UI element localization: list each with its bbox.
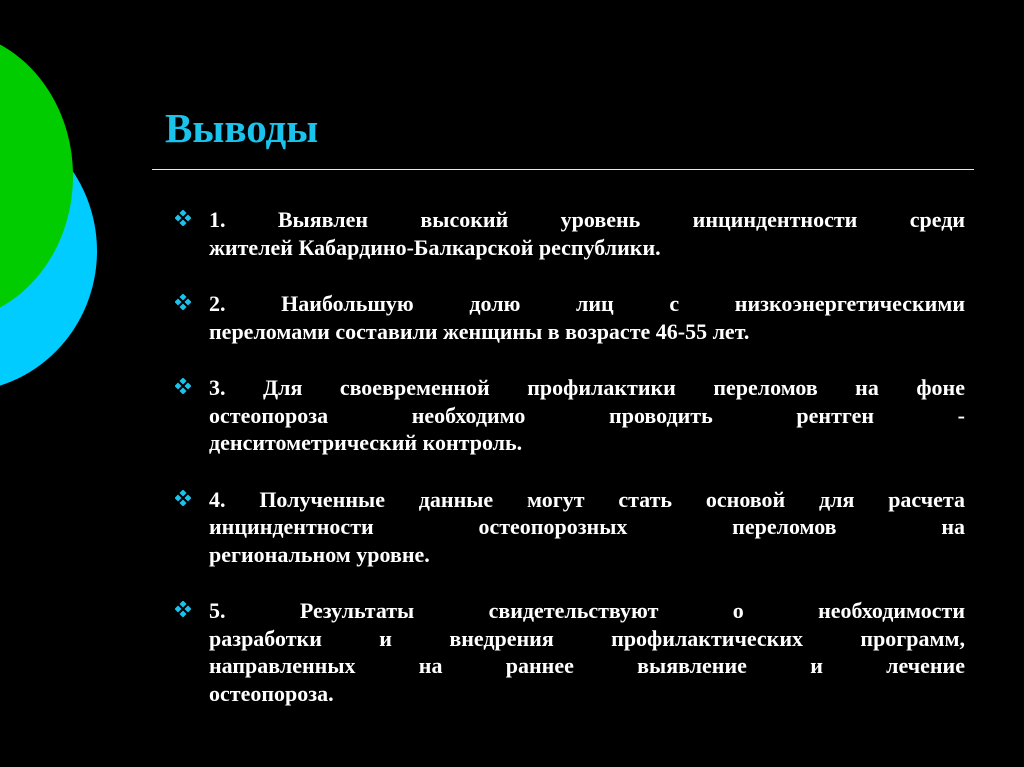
diamond-bullet-icon bbox=[175, 378, 191, 394]
item-text-line: переломами составили женщины в возрасте 46-55 лет. bbox=[209, 318, 750, 344]
decorative-circles bbox=[0, 0, 100, 400]
item-text-line: 1. Выявлен высокий уровень инциндентности среди bbox=[209, 207, 965, 232]
item-text-line: остеопороза. bbox=[209, 680, 334, 706]
diamond-bullet-icon bbox=[175, 210, 191, 226]
item-text-line: 3. Для своевременной профилактики переломов на фоне bbox=[209, 375, 965, 400]
list-item bbox=[175, 206, 965, 261]
diamond-bullet-icon bbox=[175, 601, 191, 617]
title-divider bbox=[152, 169, 974, 170]
conclusions-list bbox=[175, 206, 965, 736]
diamond-bullet-icon bbox=[175, 490, 191, 506]
item-text-line: жителей Кабардино-Балкарской республики. bbox=[209, 234, 661, 260]
item-text-line: остеопороза необходимо проводить рентген - bbox=[209, 402, 965, 428]
item-text-line: региональном уровне. bbox=[209, 541, 430, 567]
list-item bbox=[175, 374, 965, 457]
item-text-line: 2. Наибольшую долю лиц с низкоэнергетическими bbox=[209, 291, 965, 316]
item-text-line: 4. Полученные данные могут стать основой для расчета bbox=[209, 486, 965, 512]
list-item bbox=[175, 486, 965, 569]
item-text-line: инциндентности остеопорозных переломов на bbox=[209, 514, 965, 539]
item-text-line: направленных на раннее выявление и лечение bbox=[209, 653, 965, 678]
list-item bbox=[175, 290, 965, 345]
list-item bbox=[175, 597, 965, 707]
item-text-line: денситометрический контроль. bbox=[209, 430, 523, 455]
item-text-line: 5. Результаты свидетельствуют о необходимости bbox=[209, 598, 965, 623]
item-text-line: разработки и внедрения профилактических программ, bbox=[209, 625, 965, 651]
slide-title: Выводы bbox=[165, 105, 319, 151]
diamond-bullet-icon bbox=[175, 294, 191, 310]
